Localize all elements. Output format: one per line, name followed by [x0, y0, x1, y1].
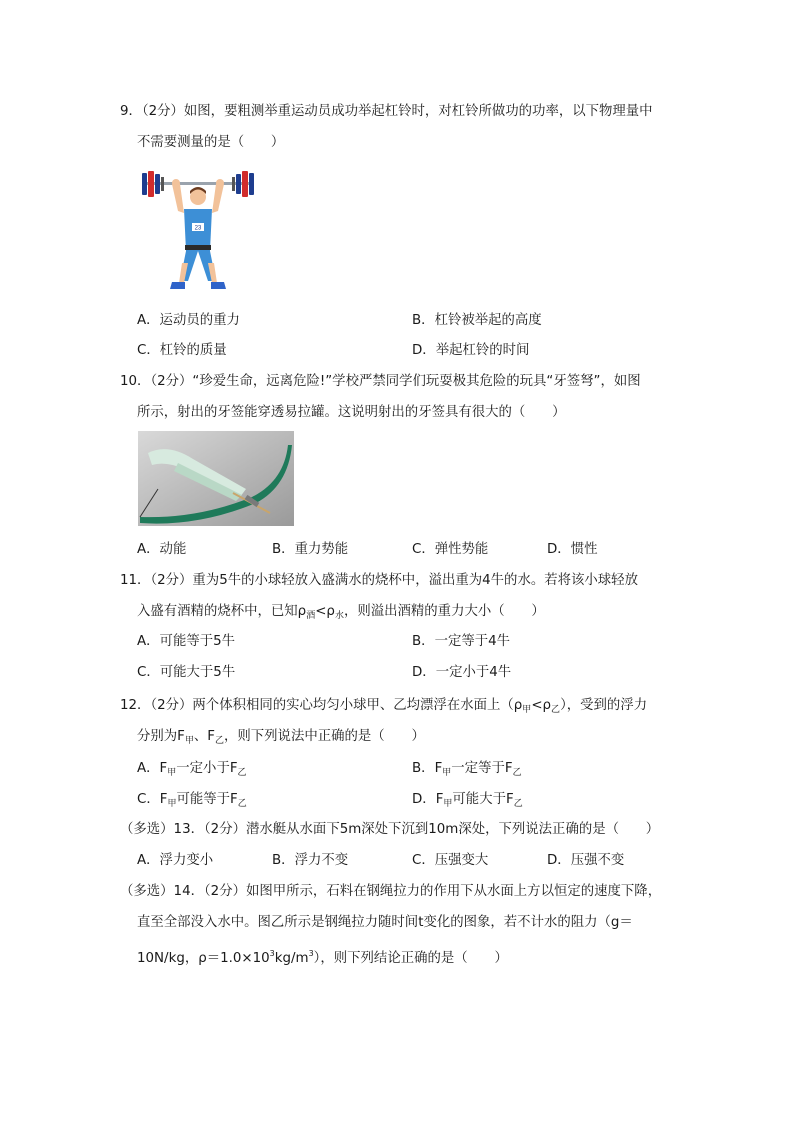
q9-line1: 9．（2分）如图，要粗测举重运动员成功举起杠铃时，对杠铃所做功的功率，以下物理量中	[120, 104, 653, 119]
q11-option-d: D．一定小于4牛	[412, 665, 512, 680]
q11-option-a: A．可能等于5牛	[137, 634, 236, 649]
q9-option-d: D．举起杠铃的时间	[412, 343, 530, 358]
q13-option-c: C．压强变大	[412, 853, 489, 868]
q10-option-a: A．动能	[137, 542, 187, 557]
q14-line2: 直至全部没入水中。图乙所示是钢绳拉力随时间t变化的图象，若不计水的阻力（g＝	[137, 915, 633, 930]
q10-line2: 所示，射出的牙签能穿透易拉罐。这说明射出的牙签具有很大的（ ）	[137, 405, 566, 420]
q12-line2: 分别为$F_甲$、$F_乙$，则下列说法中正确的是（ ）	[137, 729, 425, 746]
barbell-bar	[144, 182, 252, 185]
q12-option-a: A．$F_甲$一定小于$F_乙$	[137, 761, 247, 778]
q9-option-a: A．运动员的重力	[137, 313, 240, 328]
q11-line1: 11．（2分）重为5牛的小球轻放入盛满水的烧杯中，溢出重为4牛的水。若将该小球轻放	[120, 573, 638, 588]
q10-line1: 10．（2分）“珍爱生命，远离危险!”学校严禁同学们玩耍极其危险的玩具“牙签弩”，如图	[120, 374, 641, 389]
q12-option-b: B．$F_甲$一定等于$F_乙$	[412, 761, 522, 778]
q13-line1: （多选）13．（2分）潜水艇从水面下5m深处下沉到10m深处，下列说法正确的是（ ）	[120, 822, 660, 837]
q14-line3: 10N/kg，$\rho=1.0\times 10^3kg/m^3$），则下列结论正确的是（ ）	[137, 949, 508, 966]
weightlifter-image	[138, 163, 258, 298]
q11-option-b: B．一定等于4牛	[412, 634, 511, 649]
q10-option-d: D．惯性	[547, 542, 598, 557]
q11-line2: 入盛有酒精的烧杯中，已知$\rho_酒<\rho_水$，则溢出酒精的重力大小（ ）	[137, 604, 545, 621]
q12-option-d: D．$F_甲$可能大于$F_乙$	[412, 792, 523, 809]
q10-option-b: B．重力势能	[272, 542, 349, 557]
q14-line1: （多选）14．（2分）如图甲所示，石料在钢绳拉力的作用下从水面上方以恒定的速度下降，	[120, 884, 662, 899]
q12-option-c: C．$F_甲$可能等于$F_乙$	[137, 792, 247, 809]
q10-option-c: C．弹性势能	[412, 542, 489, 557]
toothpick-crossbow-image	[138, 431, 294, 526]
q9-line2: 不需要测量的是（ ）	[137, 135, 285, 150]
q12-line1: 12．（2分）两个体积相同的实心均匀小球甲、乙均漂浮在水面上$(\rho_甲<\rho_乙)$，受到的浮力	[120, 698, 648, 715]
q9-option-c: C．杠铃的质量	[137, 343, 227, 358]
q13-option-b: B．浮力不变	[272, 853, 349, 868]
jersey-number: 23	[194, 225, 202, 232]
q9-option-b: B．杠铃被举起的高度	[412, 313, 542, 328]
q11-option-c: C．可能大于5牛	[137, 665, 236, 680]
q13-option-a: A．浮力变小	[137, 853, 214, 868]
q13-option-d: D．压强不变	[547, 853, 625, 868]
